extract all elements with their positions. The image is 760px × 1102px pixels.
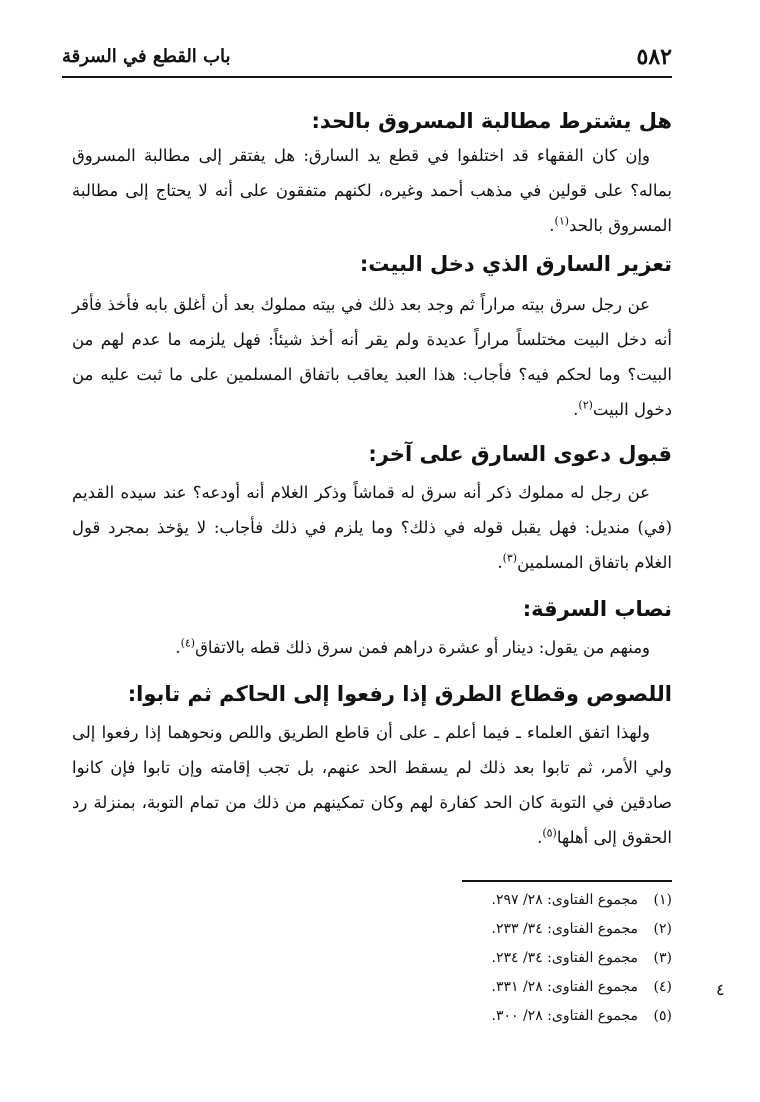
footnote [312,915,672,944]
header-rule [62,76,672,78]
paragraph-end: . [175,638,181,657]
footnote-text: مجموع الفتاوى: ٢٨/ ٢٩٧. [491,892,638,908]
paragraph-text: عن رجل له مملوك ذكر أنه سرق له قماشاً وذكر الغلام أنه أودعه؟ عند سيده القديم (في) منديل: فهل يقبل قوله في ذلك؟ وما يلزم في ذلك فأجاب: لا يؤخذ بمجرد قول الغلام باتفاق المسلمين [72,483,672,572]
running-title: باب القطع في السرقة [62,46,231,67]
footnote-ref: (٤) [180,636,196,650]
footnote [312,973,672,1002]
footnote [312,886,672,915]
footnote-ref: (٢) [578,398,593,412]
paragraph [72,630,672,665]
page-number: ٥٨٢ [636,44,672,70]
paragraph-end: . [537,828,543,847]
footnote-text: مجموع الفتاوى: ٢٨/ ٣٠٠. [491,1008,638,1024]
margin-mark: ٤ [716,980,725,999]
footnote-text: مجموع الفتاوى: ٣٤/ ٢٣٣. [491,921,638,937]
section-heading: هل يشترط مطالبة المسروق بالحد: [311,109,672,133]
footnote-number: (٣) [653,950,672,966]
page-header [62,40,672,76]
section-heading: نصاب السرقة: [522,597,672,621]
paragraph-text: ومنهم من يقول: دينار أو عشرة دراهم فمن سرق ذلك قطه بالاتفاق [195,638,650,657]
footnote-rule [462,880,672,882]
section-heading: اللصوص وقطاع الطرق إذا رفعوا إلى الحاكم ثم تابوا: [127,682,672,706]
footnote-ref: (٥) [542,826,557,840]
footnote-number: (٥) [653,1008,672,1024]
paragraph-end: . [549,216,555,235]
footnote-number: (٢) [653,921,672,937]
paragraph-text: ولهذا اتفق العلماء ـ فيما أعلم ـ على أن قاطع الطريق واللص ونحوهما إذا رفعوا إلى ولي الأمر، ثم تابوا بعد ذلك لم يسقط الحد عنهم، بل تجب إقامته وإن تابوا فإن كانوا صادقين في التوبة كان الحد كفارة لهم وكان تمكينهم من ذلك من تمام التوبة، بمنزلة رد الحقوق إلى أهلها [72,723,672,847]
footnote-ref: (٣) [502,551,518,565]
paragraph-end: . [497,553,503,572]
paragraph-text: وإن كان الفقهاء قد اختلفوا في قطع يد السارق: هل يفتقر إلى مطالبة المسروق بماله؟ على قولين في مذهب أحمد وغيره، لكنهم متفقون على أنه لا يحتاج إلى مطالبة المسروق بالحد [72,146,672,235]
main-text [72,104,672,859]
footnote-number: (٤) [653,979,672,995]
section-heading: قبول دعوى السارق على آخر: [368,442,672,466]
footnote-text: مجموع الفتاوى: ٢٨/ ٣٣١. [491,979,638,995]
footnotes [312,886,672,1031]
paragraph [72,287,672,427]
paragraph-text: عن رجل سرق بيته مراراً ثم وجد بعد ذلك في بيته مملوك بعد أن أغلق بابه فأخذ فأقر أنه دخل البيت مختلساً مراراً عديدة ولم يقر أنه أخذ شيئاً: فهل يلزمه ما عدم لهم من البيت؟ وما لحكم فيه؟ فأجاب: هذا العبد يعاقب باتفاق المسلمين على ما ثبت عليه من دخول البيت [72,295,672,419]
section-heading: تعزير السارق الذي دخل البيت: [359,252,672,276]
footnote [312,1002,672,1031]
paragraph [72,715,672,855]
footnote-ref: (١) [554,214,570,228]
footnote [312,944,672,973]
paragraph [72,475,672,580]
footnote-text: مجموع الفتاوى: ٣٤/ ٢٣٤. [491,950,638,966]
paragraph [72,138,672,243]
paragraph-end: . [573,400,579,419]
footnote-number: (١) [653,892,672,908]
